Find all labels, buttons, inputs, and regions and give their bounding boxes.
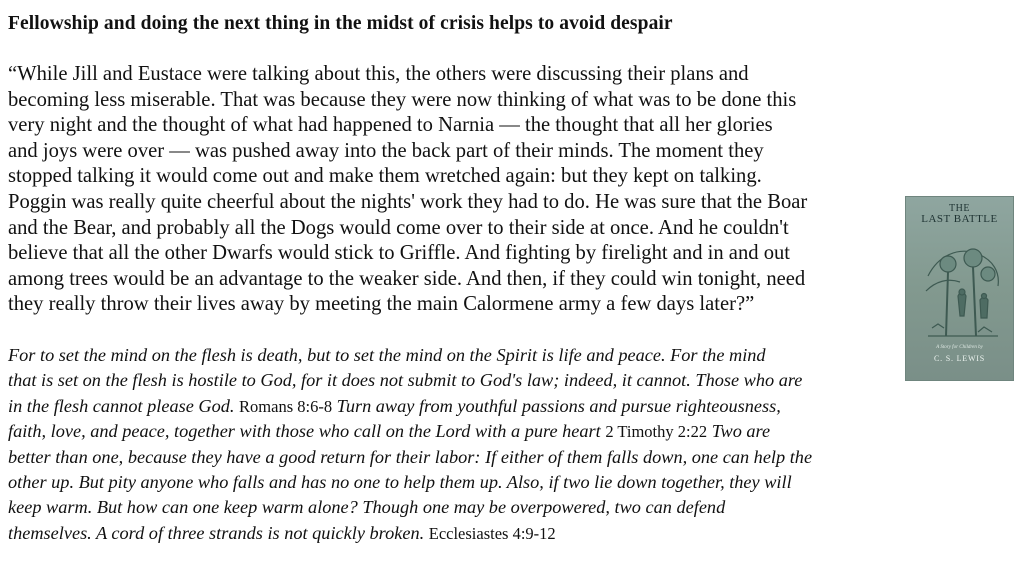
verse-line xyxy=(8,445,908,470)
verse-reference-ecclesiastes: Ecclesiastes 4:9-12 xyxy=(428,523,556,543)
verse-line xyxy=(8,521,908,546)
quote-line: Poggin was really quite cheerful about the nights' work they had to do. He was sure that the Boar xyxy=(8,190,808,213)
verse-text: in the flesh cannot please God. xyxy=(8,395,235,416)
book-cover-title-line: LAST BATTLE xyxy=(921,213,998,225)
verse-text: themselves. A cord of three strands is not quickly broken. xyxy=(8,522,425,543)
book-cover-title-line: THE xyxy=(949,203,970,214)
book-cover-subtitle: A Story for Children by xyxy=(936,345,983,350)
scripture-passages xyxy=(8,343,908,546)
verse-reference-timothy: 2 Timothy 2:22 xyxy=(605,422,708,442)
verse-text: faith, love, and peace, together with those who call on the Lord with a pure heart xyxy=(8,421,601,442)
book-cover-image xyxy=(905,196,1014,381)
verse-text: that is set on the flesh is hostile to God, for it does not submit to God's law; indeed, it cannot. Those who are xyxy=(8,370,803,391)
verse-text: keep warm. But how can one keep warm alone? Though one may be overpowered, two can defend xyxy=(8,497,726,518)
book-cover-author: C. S. LEWIS xyxy=(933,354,986,363)
verse-line xyxy=(8,368,908,393)
verse-text: Turn away from youthful passions and pursue righteousness, xyxy=(336,395,781,416)
quote-line: stopped talking it would come out and make them wretched again: but they kept on talking. xyxy=(8,165,762,188)
book-cover-illustration xyxy=(918,236,1006,346)
quote-line: becoming less miserable. That was because they were now thinking of what was to be done this xyxy=(8,88,797,111)
quote-line: very night and the thought of what had happened to Narnia — the thought that all her glories xyxy=(8,114,773,137)
verse-line xyxy=(8,419,908,444)
book-cover-title xyxy=(905,203,1014,225)
quote-line: believe that all the other Dwarfs would stick to Griffle. And fighting by firelight and in and out xyxy=(8,242,791,265)
verse-line xyxy=(8,470,908,495)
verse-line xyxy=(8,343,908,368)
quote-line: they really throw their lives away by meeting the main Calormene army a few days later?” xyxy=(8,293,755,316)
verse-text: better than one, because they have a good return for their labor: If either of them falls down, one can help the xyxy=(8,446,813,467)
book-quote xyxy=(8,62,908,318)
quote-line: and joys were over — was pushed away into the back part of their minds. The moment they xyxy=(8,139,764,162)
verse-line xyxy=(8,394,908,419)
quote-line: among trees would be an advantage to the weaker side. And then, if they could win tonight, need xyxy=(8,267,806,290)
verse-reference-romans: Romans 8:6-8 xyxy=(239,396,333,416)
verse-line xyxy=(8,495,908,520)
verse-text: other up. But pity anyone who falls and has no one to help them up. Also, if two lie down together, they will xyxy=(8,472,792,493)
verse-text: Two are xyxy=(711,421,771,442)
verse-text: For to set the mind on the flesh is death, but to set the mind on the Spirit is life and peace. For the mind xyxy=(8,345,766,365)
quote-line: “While Jill and Eustace were talking about this, the others were discussing their plans and xyxy=(8,63,749,85)
slide-title: Fellowship and doing the next thing in the midst of crisis helps to avoid despair xyxy=(8,13,673,34)
quote-line: and the Bear, and probably all the Dogs would come over to their side at once. And he couldn't xyxy=(8,216,789,239)
